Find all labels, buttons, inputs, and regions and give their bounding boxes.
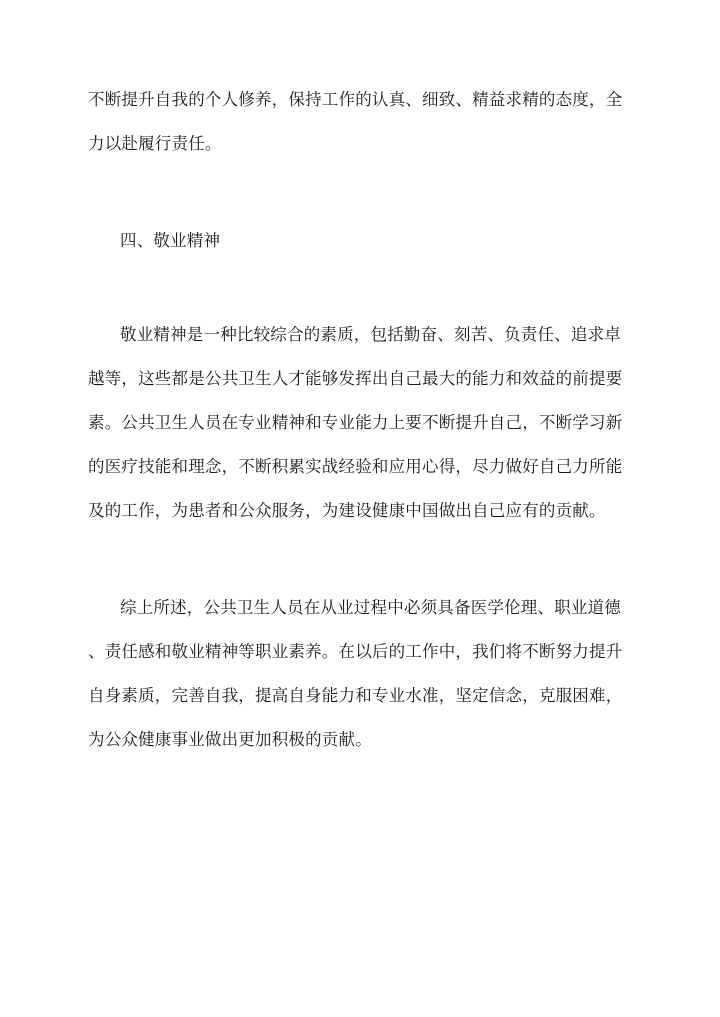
text-line: 综上所述，公共卫生人员在从业过程中必须具备医学伦理、职业道德 — [120, 598, 621, 617]
section-heading: 四、敬业精神 — [120, 231, 221, 250]
text-line: 不断提升自我的个人修养，保持工作的认真、细致、精益求精的态度，全 — [88, 90, 623, 109]
text-line: 自身素质，完善自我，提高自身能力和专业水准，坚定信念，克服困难， — [88, 686, 623, 705]
text-line: 为公众健康事业做出更加积极的贡献。 — [88, 730, 372, 749]
text-line: 、责任感和敬业精神等职业素养。在以后的工作中，我们将不断努力提升 — [88, 642, 623, 661]
text-line: 越等，这些都是公共卫生人才能够发挥出自己最大的能力和效益的前提要 — [88, 369, 623, 388]
text-line: 的医疗技能和理念，不断积累实战经验和应用心得，尽力做好自己力所能 — [88, 457, 623, 476]
text-line: 力以赴履行责任。 — [88, 134, 222, 153]
text-line: 素。公共卫生人员在专业精神和专业能力上要不断提升自己，不断学习新 — [88, 413, 623, 432]
text-line: 及的工作，为患者和公众服务，为建设健康中国做出自己应有的贡献。 — [88, 501, 606, 520]
text-line: 敬业精神是一种比较综合的素质，包括勤奋、刻苦、负责任、追求卓 — [120, 325, 621, 344]
